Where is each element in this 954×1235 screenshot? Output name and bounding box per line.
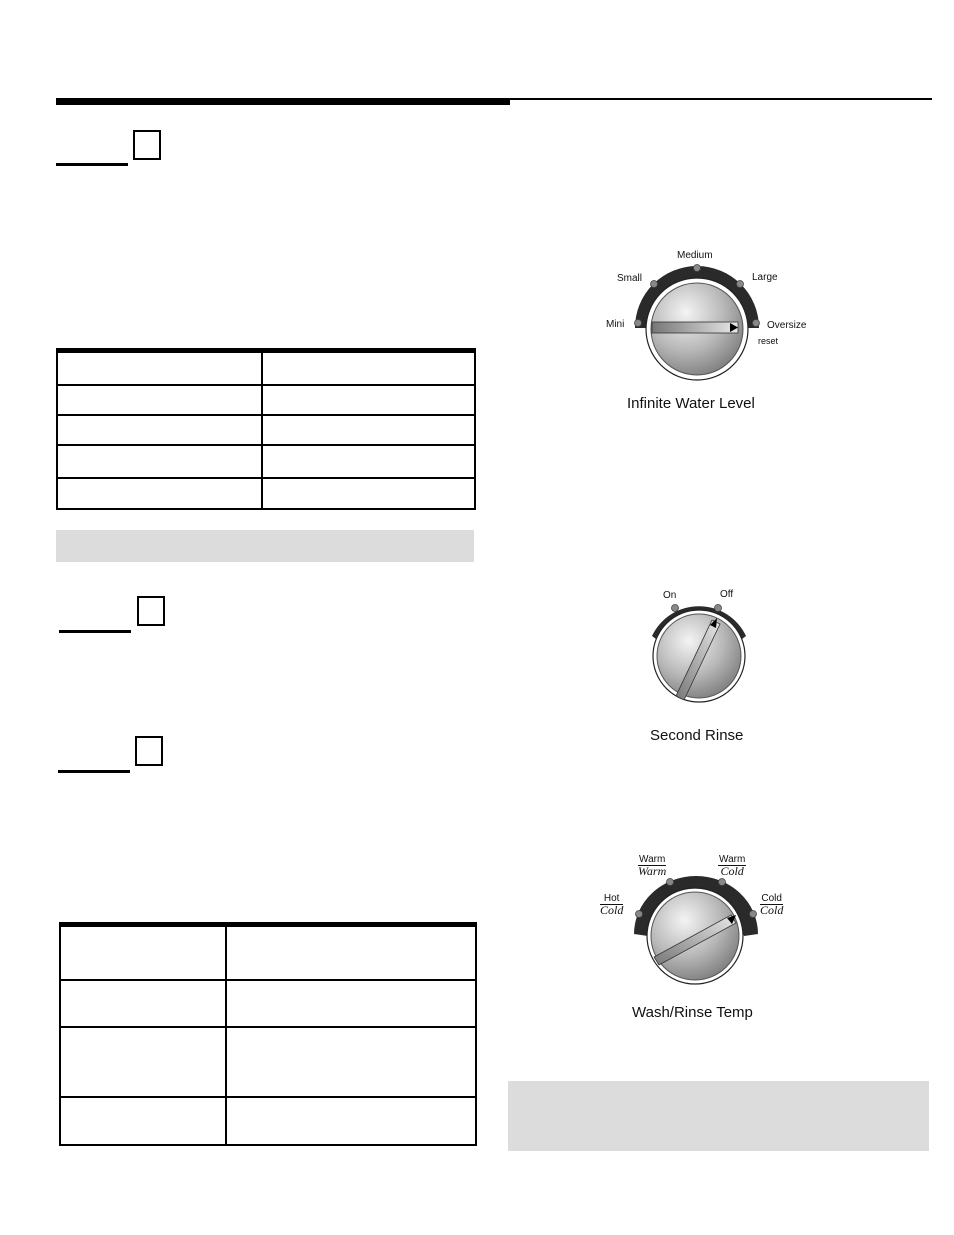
table-row: [57, 445, 475, 478]
dot-small: [651, 281, 658, 288]
dial-pointer: [652, 322, 738, 333]
dot-medium: [694, 265, 701, 272]
dot-cold-cold: [750, 911, 757, 918]
dot-mini: [635, 320, 642, 327]
dot-large: [737, 281, 744, 288]
dot-warm-cold: [719, 879, 726, 886]
section-marker-underline: [58, 770, 130, 773]
temperature-table: [59, 922, 477, 1146]
table-row: [57, 351, 475, 386]
dot-on: [672, 605, 679, 612]
label-mini: Mini: [606, 319, 625, 330]
section-marker-underline: [59, 630, 131, 633]
setting-warm-warm: Warm Warm: [638, 854, 667, 878]
table-row: [60, 925, 476, 981]
label-off: Off: [720, 589, 734, 600]
label-reset: reset: [758, 336, 779, 346]
water-level-caption: Infinite Water Level: [627, 395, 755, 412]
setting-hot-cold: Hot Cold: [600, 893, 624, 917]
setting-cold-cold: Cold Cold: [760, 893, 784, 917]
dot-hot-cold: [636, 911, 643, 918]
header-rule-thin: [510, 98, 932, 100]
wash-rinse-temp-dial[interactable]: [626, 872, 766, 992]
section-marker-underline: [56, 163, 128, 166]
wash-rinse-temp-caption: Wash/Rinse Temp: [632, 1004, 753, 1021]
section-marker-box: [137, 596, 165, 626]
table-row: [57, 478, 475, 509]
label-on: On: [663, 590, 677, 601]
note-box-1: [56, 530, 474, 562]
section-marker-box: [135, 736, 163, 766]
section-marker-3: [58, 736, 165, 773]
label-oversize: Oversize: [767, 320, 807, 331]
table-row: [60, 980, 476, 1027]
water-level-table: [56, 348, 476, 510]
table-row: [60, 1097, 476, 1145]
dot-warm-warm: [667, 879, 674, 886]
section-marker-2: [59, 596, 166, 633]
table-row: [57, 385, 475, 415]
dot-off: [715, 605, 722, 612]
setting-warm-cold: Warm Cold: [719, 854, 746, 878]
note-box-2: [508, 1081, 929, 1151]
second-rinse-caption: Second Rinse: [650, 727, 744, 744]
label-small: Small: [617, 273, 643, 284]
dot-oversize: [753, 320, 760, 327]
section-marker-box: [133, 130, 161, 160]
table-row: [57, 415, 475, 445]
section-marker-1: [56, 130, 163, 166]
label-medium: Medium: [677, 250, 713, 261]
table-row: [60, 1027, 476, 1097]
second-rinse-dial[interactable]: [640, 596, 760, 714]
header-rule-thick: [56, 98, 510, 105]
label-large: Large: [752, 272, 778, 283]
